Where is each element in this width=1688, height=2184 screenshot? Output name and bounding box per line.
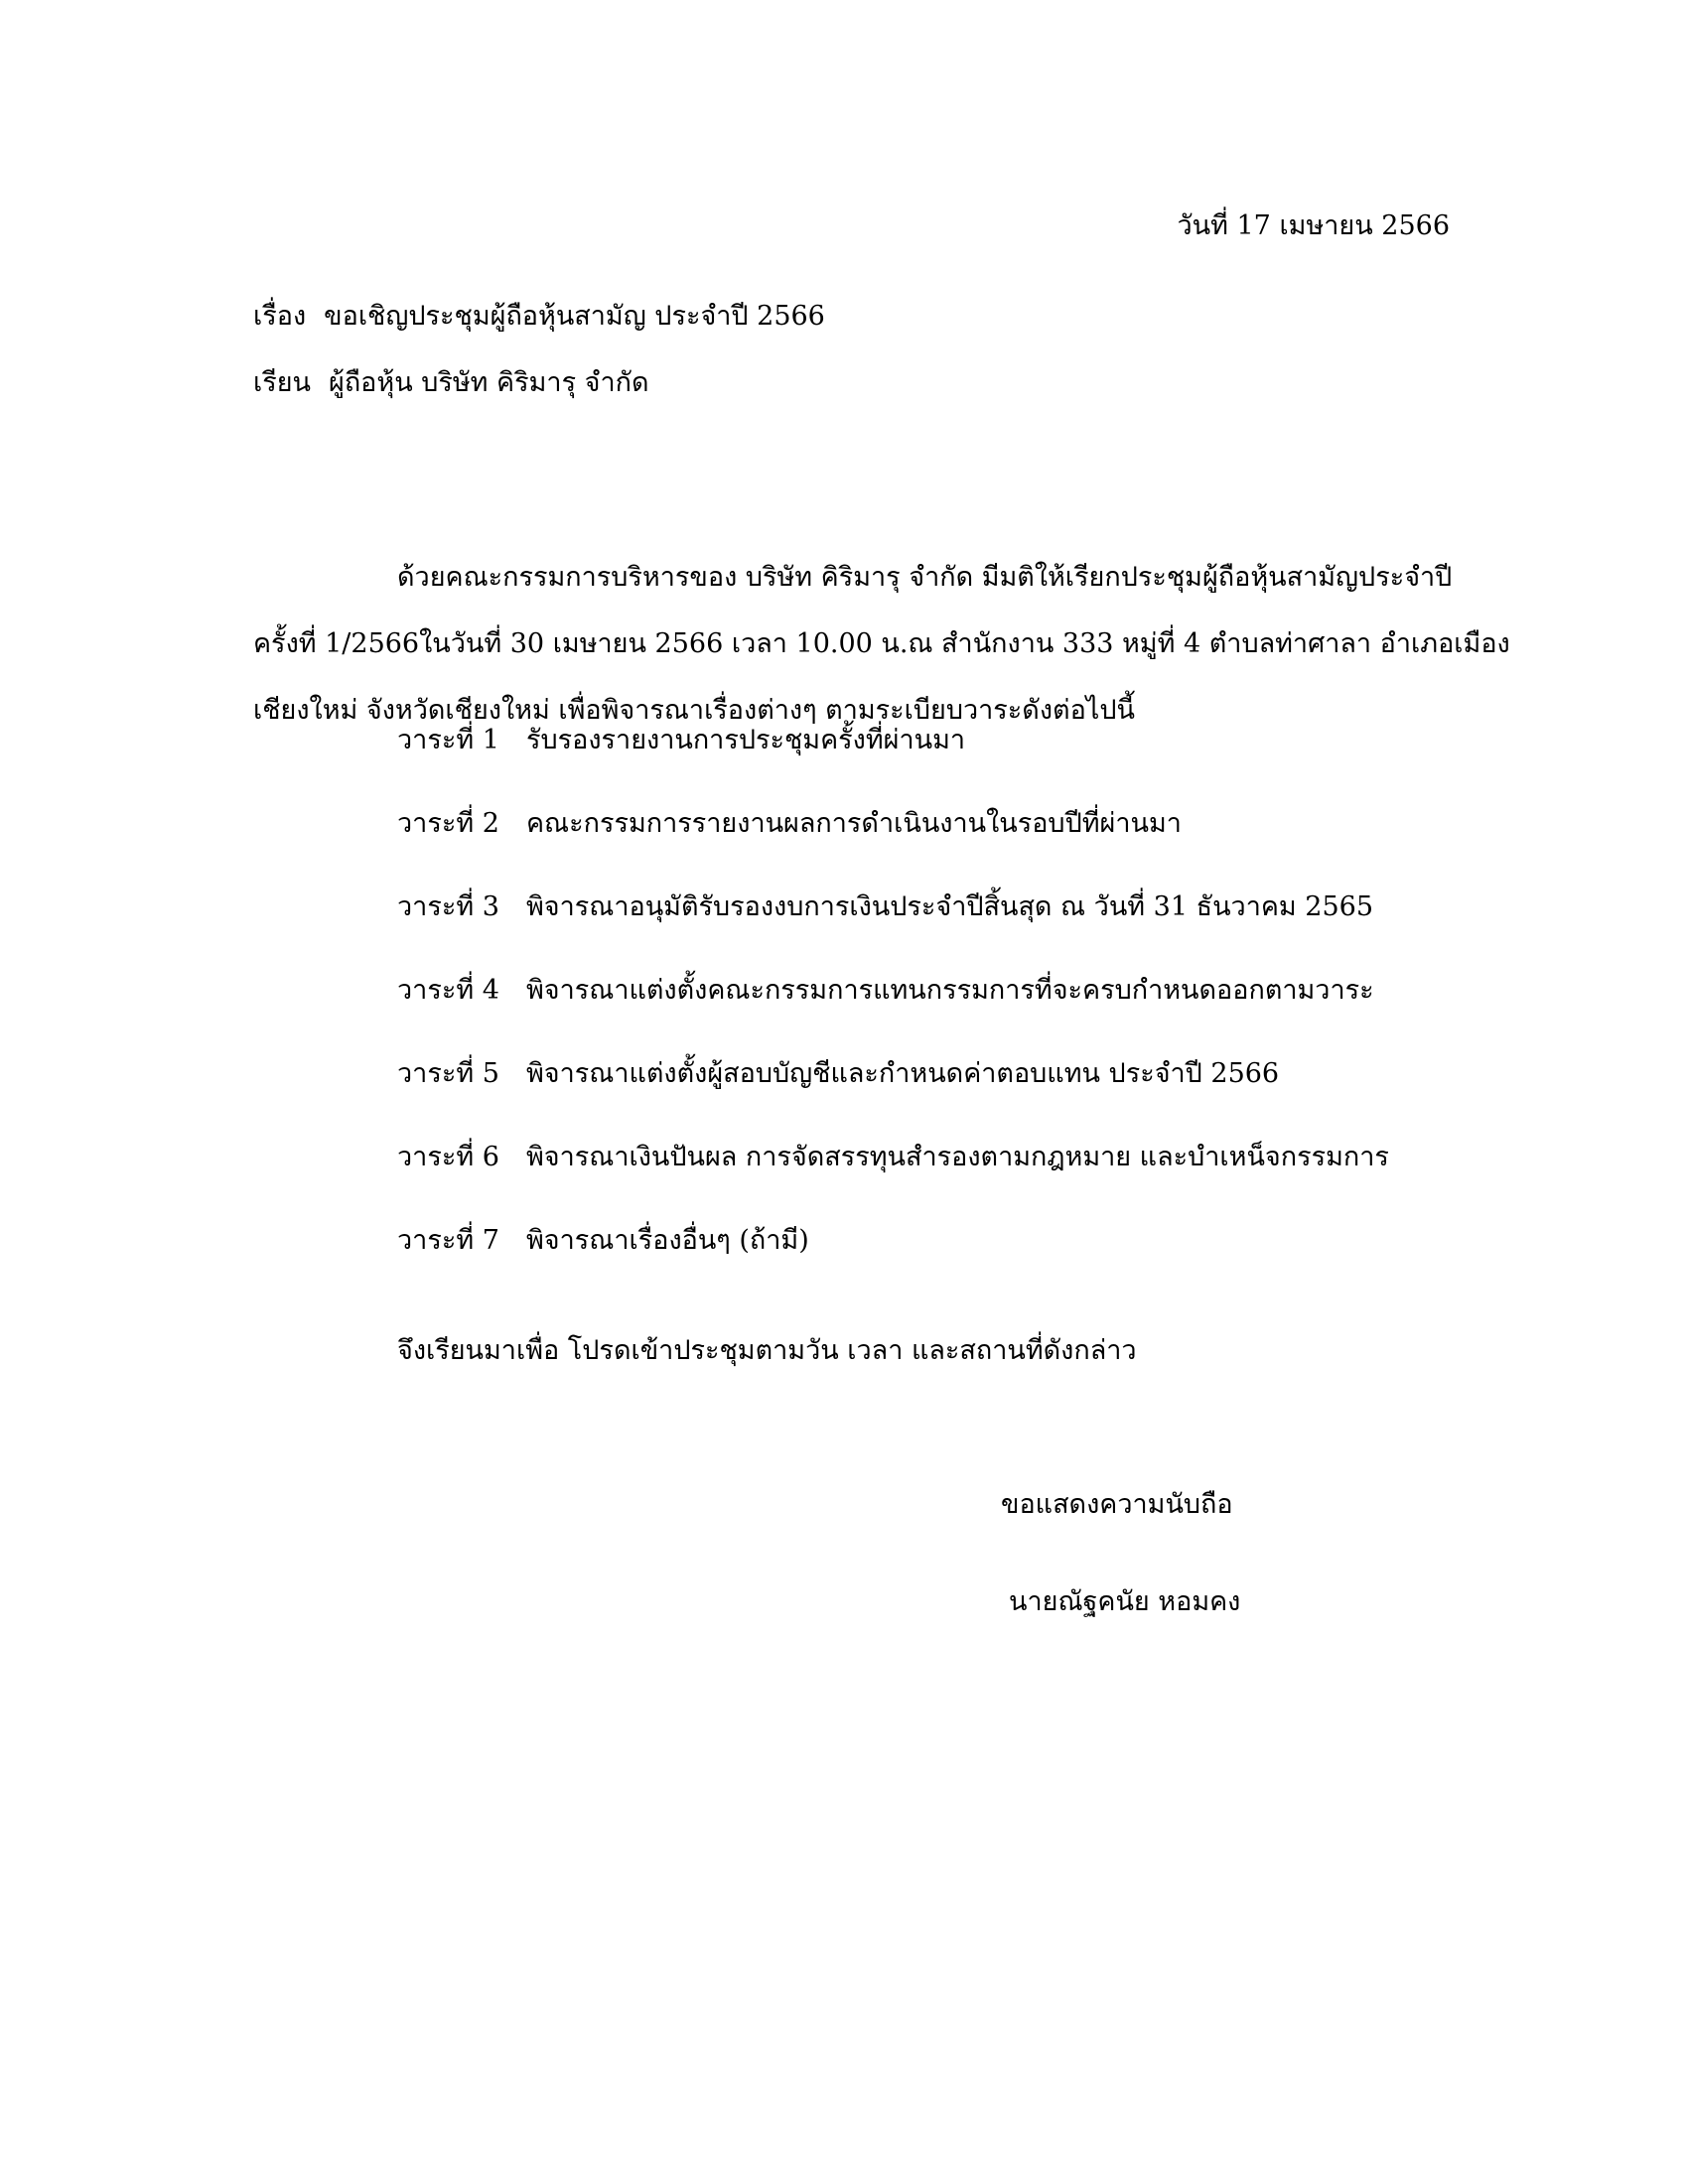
agenda-item <box>397 1058 1389 1142</box>
regards-text: ขอแสดงความนับถือ <box>1001 1489 1233 1520</box>
agenda-number: วาระที่ 7 <box>397 1225 499 1256</box>
body-paragraph <box>253 544 1510 744</box>
agenda-text: พิจารณาแต่งตั้งคณะกรรมการแทนกรรมการที่จะครบกำหนดออกตามวาระ <box>526 975 1374 1006</box>
agenda-item <box>397 891 1389 975</box>
agenda-item <box>397 1225 1389 1308</box>
agenda-text: รับรองรายงานการประชุมครั้งที่ผ่านมา <box>526 725 966 755</box>
recipient-text: ผู้ถือหุ้น บริษัท คิริมารุ จำกัด <box>329 367 649 398</box>
agenda-item <box>397 1142 1389 1225</box>
subject-label: เรื่อง <box>253 301 307 332</box>
agenda-number: วาระที่ 6 <box>397 1142 499 1172</box>
agenda-text: พิจารณาแต่งตั้งผู้สอบบัญชีและกำหนดค่าตอบแทน ประจำปี 2566 <box>526 1058 1280 1089</box>
agenda-number: วาระที่ 1 <box>397 725 499 755</box>
agenda-number: วาระที่ 4 <box>397 975 499 1006</box>
agenda-item <box>397 725 1389 808</box>
signer-name: นายณัฐคนัย หอมคง <box>1009 1586 1241 1617</box>
agenda-text: คณะกรรมการรายงานผลการดำเนินงานในรอบปีที่ผ่านมา <box>526 808 1182 839</box>
agenda-text: พิจารณาเงินปันผล การจัดสรรทุนสำรองตามกฎหมาย และบำเหน็จกรรมการ <box>526 1142 1389 1172</box>
recipient-label: เรียน <box>253 367 312 398</box>
agenda-text: พิจารณาอนุมัติรับรองงบการเงินประจำปีสิ้นสุด ณ วันที่ 31 ธันวาคม 2565 <box>526 891 1374 922</box>
agenda-number: วาระที่ 5 <box>397 1058 499 1089</box>
letter-date: วันที่ 17 เมษายน 2566 <box>1177 210 1450 241</box>
body-line: เชียงใหม่ จังหวัดเชียงใหม่ เพื่อพิจารณาเรื่องต่างๆ ตามระเบียบวาระดังต่อไปนี้ <box>253 695 1135 726</box>
recipient-line <box>253 367 649 399</box>
agenda-number: วาระที่ 2 <box>397 808 499 839</box>
body-line: ครั้งที่ 1/2566ในวันที่ 30 เมษายน 2566 เวลา 10.00 น.ณ สำนักงาน 333 หมู่ที่ 4 ตำบลท่าศาลา อำเภอเมือง <box>253 628 1510 659</box>
agenda-number: วาระที่ 3 <box>397 891 499 922</box>
agenda-item <box>397 975 1389 1058</box>
agenda-item <box>397 808 1389 891</box>
subject-line <box>253 301 825 333</box>
subject-text: ขอเชิญประชุมผู้ถือหุ้นสามัญ ประจำปี 2566 <box>324 301 825 332</box>
agenda-text: พิจารณาเรื่องอื่นๆ (ถ้ามี) <box>526 1225 809 1256</box>
body-line: ด้วยคณะกรรมการบริหารของ บริษัท คิริมารุ จำกัด มีมติให้เรียกประชุมผู้ถือหุ้นสามัญประจำปี <box>397 562 1453 593</box>
agenda-list <box>397 725 1389 1308</box>
closing-sentence: จึงเรียนมาเพื่อ โปรดเข้าประชุมตามวัน เวลา และสถานที่ดังกล่าว <box>397 1335 1137 1366</box>
